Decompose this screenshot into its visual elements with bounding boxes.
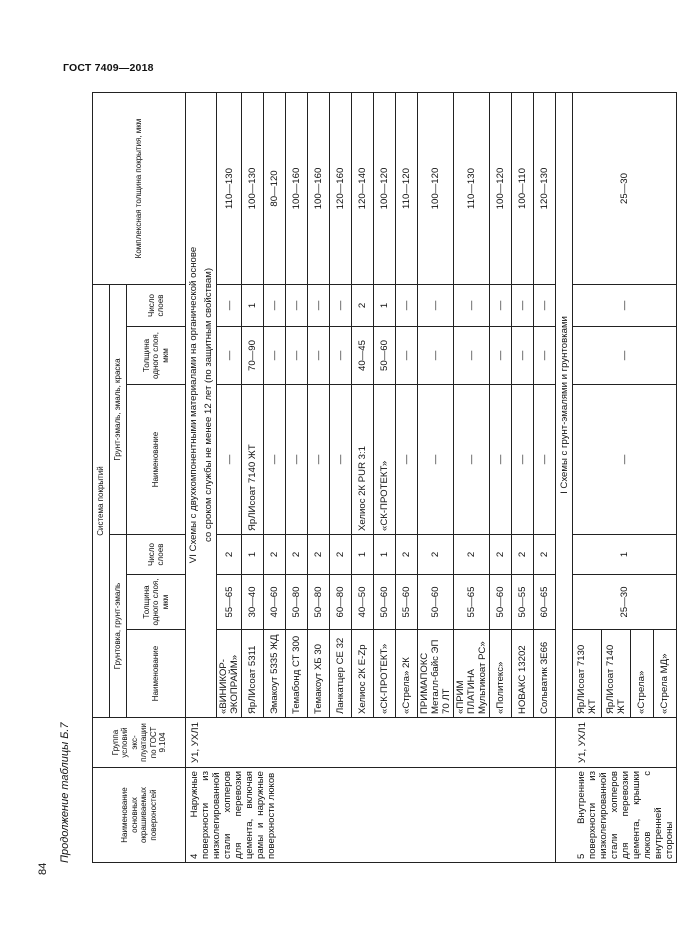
col-enamel-name: Наименование — [127, 385, 186, 535]
cell-total: 100—120 — [418, 93, 454, 285]
row5-primer-name: «Стрела МД» — [653, 630, 676, 718]
cell-primer-thickness: 50—60 — [490, 575, 512, 630]
cell-primer-name: Темабонд СТ 300 — [286, 630, 308, 718]
col-primer-thickness: Толщина одного слоя, мкм — [127, 575, 186, 630]
cell-total: 100—120 — [490, 93, 512, 285]
cell-primer-layers: 2 — [308, 535, 330, 575]
cell-primer-name: ПРИМАПОКС Металл-байс ЭП 70 ЛТ — [418, 630, 454, 718]
cell-enamel-name: — — [512, 385, 534, 535]
cell-total: 110—130 — [217, 93, 242, 285]
cell-enamel-thickness: — — [512, 327, 534, 385]
cell-enamel-layers: — — [512, 285, 534, 327]
col-enamel: Грунт-эмаль, эмаль, краска — [110, 285, 127, 535]
row5-enamel-thickness: — — [573, 327, 677, 385]
cell-primer-thickness: 60—80 — [330, 575, 352, 630]
cell-total: 100—160 — [286, 93, 308, 285]
cell-primer-layers: 2 — [217, 535, 242, 575]
section-vi-title-1: VI Схемы с двухкомпонентными материалами на органической основе — [186, 93, 202, 718]
row5-primer-name: ЯрЛИсоат 7140 ЖТ — [601, 630, 630, 718]
cell-primer-thickness: 55—65 — [217, 575, 242, 630]
cell-primer-name: Эмакоут 5335 ЖД — [264, 630, 286, 718]
page-number: 84 — [37, 862, 49, 875]
cell-enamel-layers: 2 — [352, 285, 374, 327]
col-primer-name: Наименование — [127, 630, 186, 718]
cell-primer-thickness: 50—55 — [512, 575, 534, 630]
cell-enamel-thickness: — — [454, 327, 490, 385]
cell-total: 80—120 — [264, 93, 286, 285]
cell-enamel-name: — — [264, 385, 286, 535]
cell-enamel-layers: — — [534, 285, 556, 327]
cell-enamel-name: — — [418, 385, 454, 535]
row4-group: У1, УХЛ1 — [186, 718, 556, 768]
cell-enamel-layers: — — [418, 285, 454, 327]
cell-total: 100—130 — [242, 93, 264, 285]
col-total: Комплексная толщина покрытия, мкм — [93, 93, 186, 285]
section-i-title: I Схемы с грунт-эмалями и грунтовками — [556, 93, 573, 718]
cell-primer-thickness: 30—40 — [242, 575, 264, 630]
cell-enamel-thickness: — — [418, 327, 454, 385]
cell-enamel-layers: 1 — [374, 285, 396, 327]
cell-total: 100—160 — [308, 93, 330, 285]
cell-primer-layers: 2 — [418, 535, 454, 575]
cell-enamel-layers: — — [264, 285, 286, 327]
cell-enamel-name: Хелиос 2К PUR 3:1 — [352, 385, 374, 535]
cell-primer-thickness: 50—60 — [418, 575, 454, 630]
cell-total: 100—110 — [512, 93, 534, 285]
cell-primer-thickness: 55—60 — [396, 575, 418, 630]
cell-enamel-thickness: — — [264, 327, 286, 385]
cell-enamel-thickness: — — [490, 327, 512, 385]
cell-total: 110—120 — [396, 93, 418, 285]
row5-surface: 5 Внутренние поверхности из низколегированной стали хопперов для перевозки цемента, крышки люков с внутренней стороны — [573, 768, 677, 863]
row5-group: У1, УХЛ1 — [573, 718, 677, 768]
cell-enamel-layers: 1 — [242, 285, 264, 327]
cell-primer-name: «СК-ПРОТЕКТ» — [374, 630, 396, 718]
col-enamel-thickness: Толщина одного слоя, мкм — [127, 327, 186, 385]
cell-primer-name: Сольватик ЗЕ66 — [534, 630, 556, 718]
coating-systems-table — [92, 92, 677, 863]
table-caption: Продолжение таблицы Б.7 — [59, 722, 71, 863]
cell-enamel-thickness: — — [308, 327, 330, 385]
cell-primer-layers: 1 — [374, 535, 396, 575]
cell-primer-name: НОВАКС 13202 — [512, 630, 534, 718]
cell-enamel-name: «СК-ПРОТЕКТ» — [374, 385, 396, 535]
cell-enamel-layers: — — [454, 285, 490, 327]
cell-primer-thickness: 40—60 — [264, 575, 286, 630]
col-primer-layers: Число слоев — [127, 535, 186, 575]
row4-surface: 4 Наружные поверхности из низколегированной стали хопперов для перевозки цемента, включая рамы и наружные поверхности люков — [186, 768, 556, 863]
cell-primer-layers: 1 — [242, 535, 264, 575]
cell-enamel-thickness: 70—90 — [242, 327, 264, 385]
cell-enamel-thickness: 40—45 — [352, 327, 374, 385]
row5-primer-name: ЯрЛИсоат 7130 ЖТ — [573, 630, 602, 718]
cell-total: 120—130 — [534, 93, 556, 285]
cell-primer-thickness: 40—50 — [352, 575, 374, 630]
cell-enamel-layers: — — [396, 285, 418, 327]
cell-primer-name: Ланкатцер СЕ 32 — [330, 630, 352, 718]
cell-total: 120—160 — [330, 93, 352, 285]
cell-enamel-thickness: 50—60 — [374, 327, 396, 385]
cell-enamel-name: — — [534, 385, 556, 535]
col-system: Система покрытий — [93, 285, 110, 718]
cell-primer-layers: 2 — [534, 535, 556, 575]
cell-enamel-name: — — [286, 385, 308, 535]
row5-section-left-surface — [556, 768, 573, 863]
cell-primer-layers: 2 — [330, 535, 352, 575]
cell-enamel-layers: — — [217, 285, 242, 327]
cell-enamel-thickness: — — [286, 327, 308, 385]
cell-total: 120—140 — [352, 93, 374, 285]
row5-enamel-name: — — [573, 385, 677, 535]
cell-enamel-layers: — — [286, 285, 308, 327]
cell-primer-thickness: 60—65 — [534, 575, 556, 630]
cell-primer-layers: 2 — [512, 535, 534, 575]
cell-enamel-name: — — [454, 385, 490, 535]
cell-enamel-layers: — — [308, 285, 330, 327]
row5-primer-thickness: 25—30 — [573, 575, 677, 630]
col-surface: Наименование основных окрашиваемых поверхностей — [93, 768, 186, 863]
row5-primer-name: «Стрела» — [630, 630, 653, 718]
cell-primer-layers: 2 — [396, 535, 418, 575]
cell-enamel-name: ЯрЛИсоат 7140 ЖТ — [242, 385, 264, 535]
cell-primer-name: «Стрела» 2К — [396, 630, 418, 718]
row5-enamel-layers: — — [573, 285, 677, 327]
cell-primer-name: «ВИНИКОР-ЭКОПРАЙМ» — [217, 630, 242, 718]
cell-total: 100—120 — [374, 93, 396, 285]
cell-primer-thickness: 50—80 — [286, 575, 308, 630]
col-group: Группа условий экс-плуатации по ГОСТ 9.104 — [93, 718, 186, 768]
cell-enamel-name: — — [490, 385, 512, 535]
section-vi-title-2: со сроком службы не менее 12 лет (по защитным свойствам) — [201, 93, 217, 718]
row5-section-left-group — [556, 718, 573, 768]
cell-primer-layers: 2 — [264, 535, 286, 575]
cell-primer-name: ЯрЛИсоат 5311 — [242, 630, 264, 718]
cell-primer-thickness: 50—60 — [374, 575, 396, 630]
cell-enamel-layers: — — [490, 285, 512, 327]
row5-primer-layers: 1 — [573, 535, 677, 575]
col-enamel-layers: Число слоев — [127, 285, 186, 327]
cell-primer-layers: 2 — [286, 535, 308, 575]
cell-enamel-thickness: — — [534, 327, 556, 385]
rotated-table-block — [37, 93, 675, 875]
cell-enamel-thickness: — — [217, 327, 242, 385]
row5-total: 25—30 — [573, 93, 677, 285]
cell-primer-name: Темакоут ХБ 30 — [308, 630, 330, 718]
cell-primer-name: «Политекс» — [490, 630, 512, 718]
cell-enamel-name: — — [330, 385, 352, 535]
cell-primer-thickness: 50—80 — [308, 575, 330, 630]
col-primer: Грунтовка, грунт-эмаль — [110, 535, 127, 718]
cell-primer-layers: 2 — [454, 535, 490, 575]
cell-enamel-name: — — [217, 385, 242, 535]
cell-primer-name: Хелиос 2К E-Zp — [352, 630, 374, 718]
cell-enamel-thickness: — — [330, 327, 352, 385]
cell-total: 110—130 — [454, 93, 490, 285]
standard-header: ГОСТ 7409—2018 — [63, 62, 154, 74]
cell-enamel-name: — — [308, 385, 330, 535]
cell-primer-layers: 1 — [352, 535, 374, 575]
cell-primer-thickness: 55—65 — [454, 575, 490, 630]
cell-enamel-name: — — [396, 385, 418, 535]
cell-enamel-layers: — — [330, 285, 352, 327]
cell-enamel-thickness: — — [396, 327, 418, 385]
cell-primer-layers: 2 — [490, 535, 512, 575]
cell-primer-name: «ПРИМ ПЛАТИНА Мультикоат РС» — [454, 630, 490, 718]
